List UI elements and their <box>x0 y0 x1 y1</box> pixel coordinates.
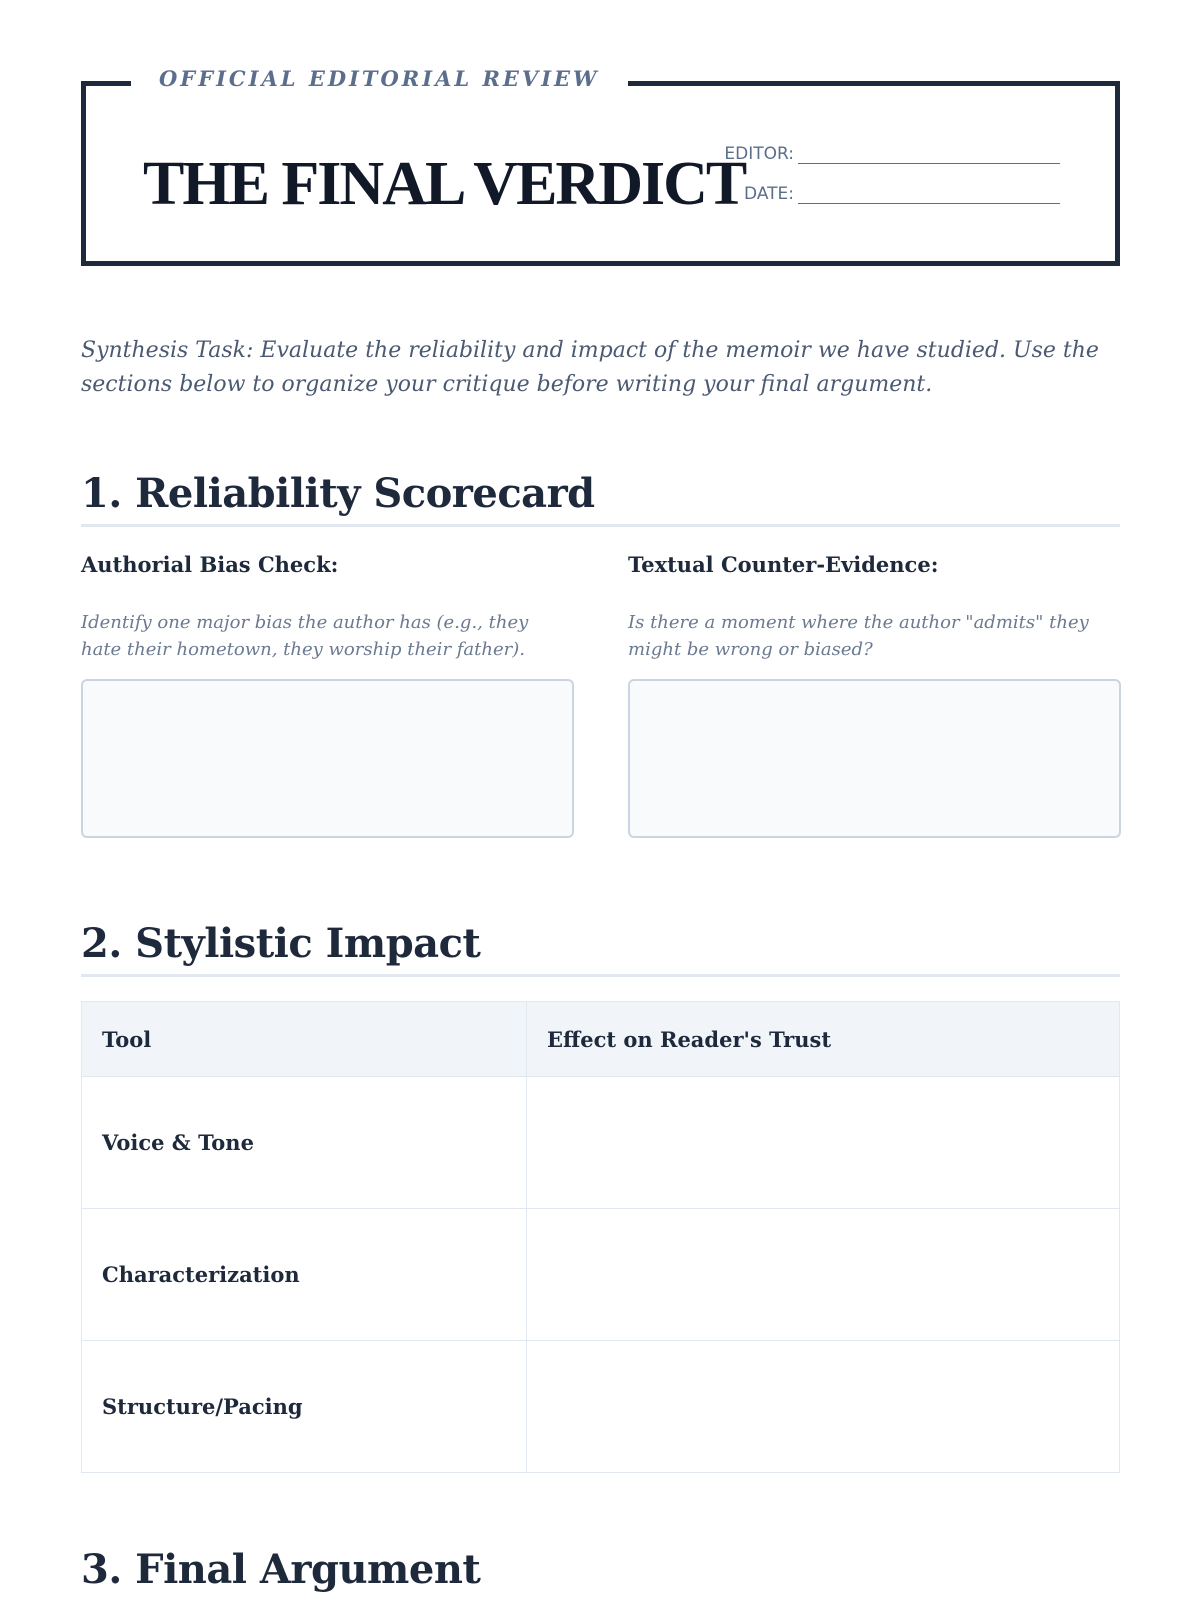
table-row <box>82 1341 1120 1473</box>
table-row <box>82 1209 1120 1341</box>
effect-cell-voice-tone[interactable] <box>527 1077 1120 1209</box>
section-heading-stylistic: 2. Stylistic Impact <box>81 918 1120 977</box>
editor-label: EDITOR: <box>724 144 794 164</box>
date-field[interactable] <box>744 184 1060 204</box>
row-label-structure-pacing: Structure/Pacing <box>82 1341 527 1473</box>
date-label: DATE: <box>744 184 794 204</box>
section-heading-final-argument: 3. Final Argument <box>81 1546 481 1593</box>
counter-evidence-column <box>628 552 1121 838</box>
editor-line[interactable] <box>798 145 1060 164</box>
section-heading-reliability: 1. Reliability Scorecard <box>81 468 1120 527</box>
editor-field[interactable] <box>724 144 1060 164</box>
row-label-characterization: Characterization <box>82 1209 527 1341</box>
table-row <box>82 1077 1120 1209</box>
page-title: THE FINAL VERDICT <box>143 150 746 218</box>
intro-text: Synthesis Task: Evaluate the reliability and impact of the memoir we have studied. Use the sections below to organize your critique before writing your final argument. <box>81 338 1099 397</box>
table-header-effect: Effect on Reader's Trust <box>527 1002 1120 1077</box>
counter-evidence-answer-box[interactable] <box>628 679 1121 838</box>
header-box <box>81 66 1120 266</box>
bias-check-hint: Identify one major bias the author has (e.g., they hate their hometown, they worship their father). <box>81 612 529 660</box>
date-line[interactable] <box>798 185 1060 204</box>
counter-evidence-label: Textual Counter-Evidence: <box>628 552 939 577</box>
bias-check-answer-box[interactable] <box>81 679 574 838</box>
effect-cell-structure-pacing[interactable] <box>527 1341 1120 1473</box>
counter-evidence-hint: Is there a moment where the author "admits" they might be wrong or biased? <box>628 612 1089 660</box>
bias-check-label: Authorial Bias Check: <box>81 552 339 577</box>
bias-check-column <box>81 552 574 838</box>
stylistic-impact-table <box>81 1001 1120 1473</box>
header-tag: OFFICIAL EDITORIAL REVIEW <box>131 66 628 91</box>
table-header-tool: Tool <box>82 1002 527 1077</box>
row-label-voice-tone: Voice & Tone <box>82 1077 527 1209</box>
effect-cell-characterization[interactable] <box>527 1209 1120 1341</box>
table-header-row <box>82 1002 1120 1077</box>
